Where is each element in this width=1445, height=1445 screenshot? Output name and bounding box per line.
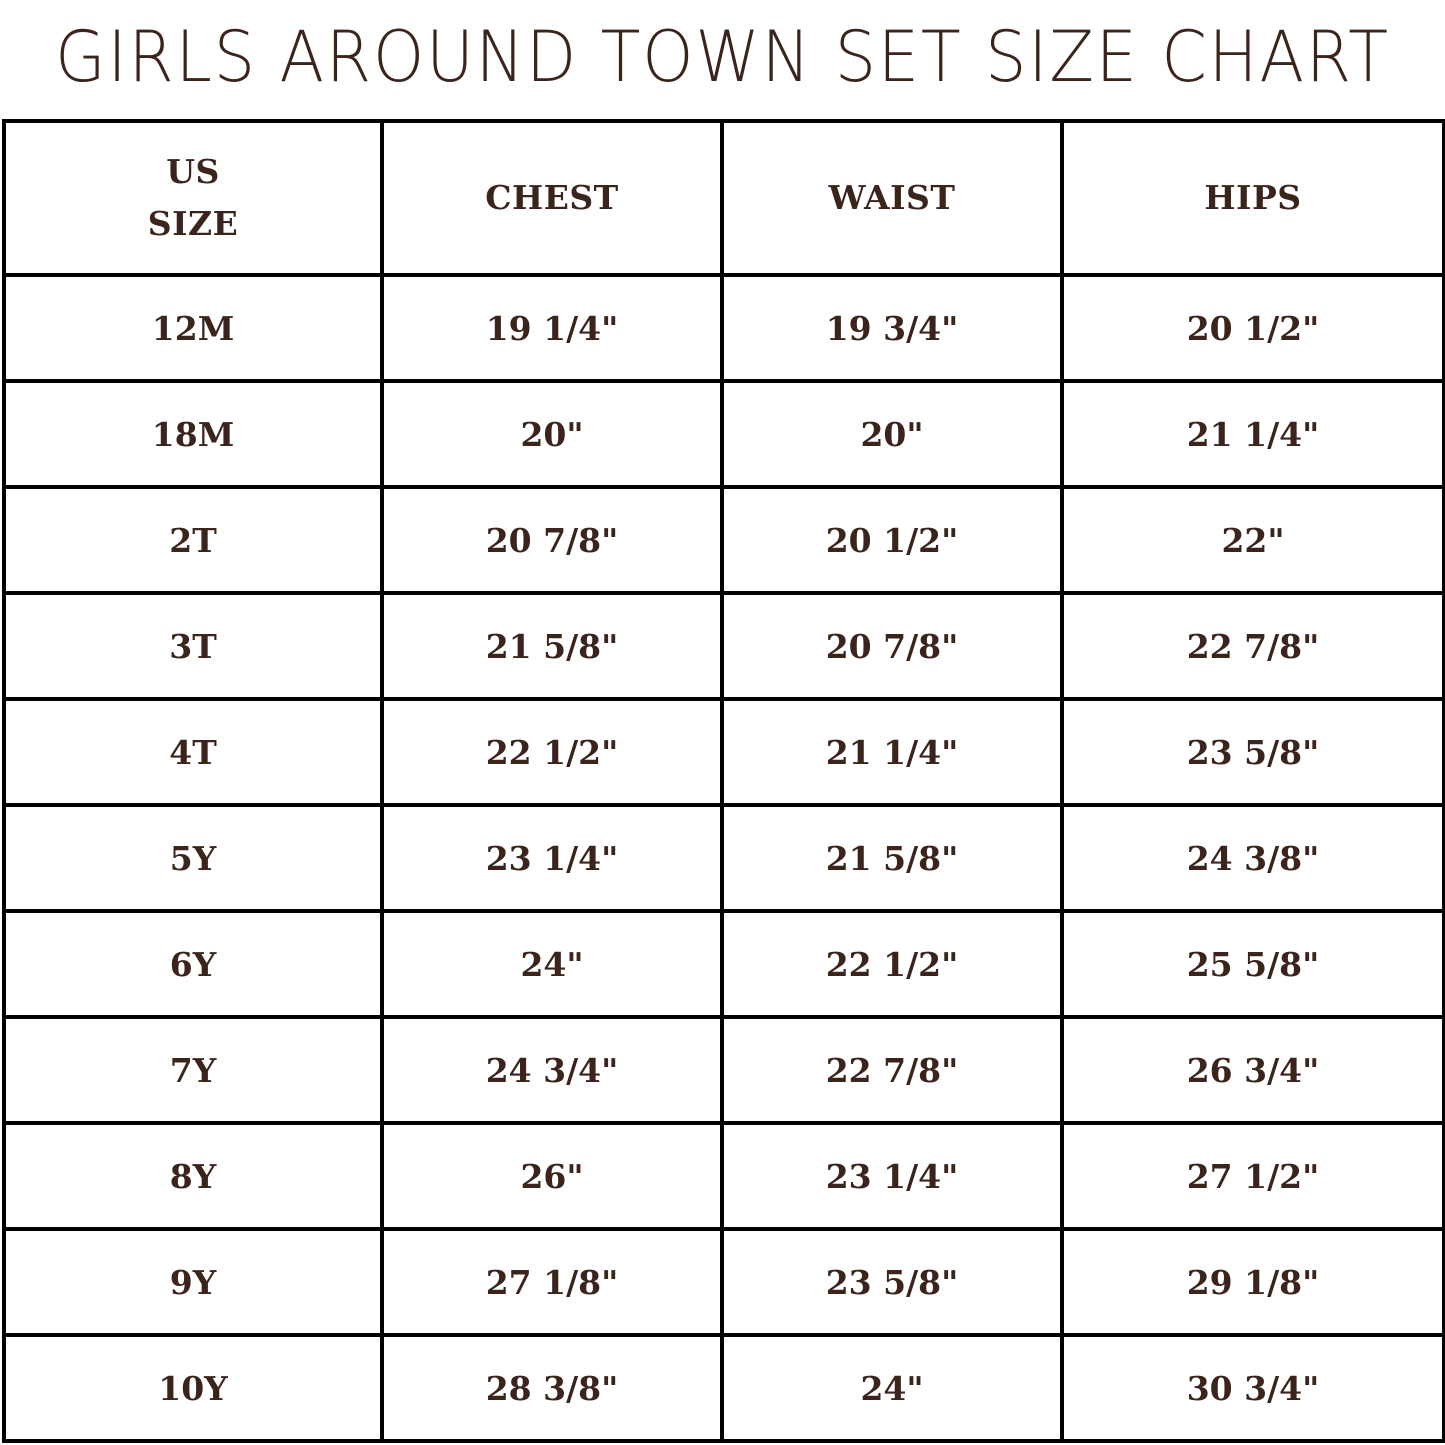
hips-cell: 29 1/8" — [1062, 1229, 1444, 1335]
size-cell: 2T — [4, 487, 382, 593]
waist-cell: 23 1/4" — [722, 1123, 1062, 1229]
waist-cell: 21 1/4" — [722, 699, 1062, 805]
table-row — [4, 593, 1444, 699]
waist-cell: 21 5/8" — [722, 805, 1062, 911]
header-waist: WAIST — [722, 121, 1062, 275]
chest-cell: 26" — [382, 1123, 722, 1229]
hips-cell: 25 5/8" — [1062, 911, 1444, 1017]
waist-cell: 20 7/8" — [722, 593, 1062, 699]
hips-cell: 21 1/4" — [1062, 381, 1444, 487]
chest-cell: 22 1/2" — [382, 699, 722, 805]
page-title: GIRLS AROUND TOWN SET SIZE CHART — [55, 16, 1390, 98]
size-cell: 10Y — [4, 1335, 382, 1441]
chest-cell: 20 7/8" — [382, 487, 722, 593]
header-us-size-line1: US — [166, 152, 220, 191]
chest-cell: 24" — [382, 911, 722, 1017]
size-cell: 3T — [4, 593, 382, 699]
size-cell: 6Y — [4, 911, 382, 1017]
size-cell: 12M — [4, 275, 382, 381]
size-cell: 5Y — [4, 805, 382, 911]
table-row — [4, 1123, 1444, 1229]
hips-cell: 20 1/2" — [1062, 275, 1444, 381]
table-row — [4, 275, 1444, 381]
waist-cell: 22 7/8" — [722, 1017, 1062, 1123]
size-chart-table — [2, 119, 1445, 1443]
table-header-row — [4, 121, 1444, 275]
size-cell: 4T — [4, 699, 382, 805]
waist-cell: 24" — [722, 1335, 1062, 1441]
chest-cell: 24 3/4" — [382, 1017, 722, 1123]
hips-cell: 26 3/4" — [1062, 1017, 1444, 1123]
size-cell: 8Y — [4, 1123, 382, 1229]
table-row — [4, 381, 1444, 487]
chest-cell: 27 1/8" — [382, 1229, 722, 1335]
chest-cell: 19 1/4" — [382, 275, 722, 381]
chest-cell: 21 5/8" — [382, 593, 722, 699]
table-row — [4, 1335, 1444, 1441]
table-body — [4, 275, 1444, 1441]
table-row — [4, 805, 1444, 911]
chest-cell: 20" — [382, 381, 722, 487]
hips-cell: 22" — [1062, 487, 1444, 593]
header-us-size — [4, 121, 382, 275]
hips-cell: 24 3/8" — [1062, 805, 1444, 911]
hips-cell: 30 3/4" — [1062, 1335, 1444, 1441]
table-row — [4, 487, 1444, 593]
chest-cell: 23 1/4" — [382, 805, 722, 911]
table-row — [4, 1229, 1444, 1335]
chest-cell: 28 3/8" — [382, 1335, 722, 1441]
header-us-size-line2: SIZE — [147, 204, 239, 243]
waist-cell: 22 1/2" — [722, 911, 1062, 1017]
waist-cell: 20" — [722, 381, 1062, 487]
hips-cell: 23 5/8" — [1062, 699, 1444, 805]
hips-cell: 22 7/8" — [1062, 593, 1444, 699]
size-cell: 7Y — [4, 1017, 382, 1123]
table-row — [4, 1017, 1444, 1123]
hips-cell: 27 1/2" — [1062, 1123, 1444, 1229]
table-row — [4, 911, 1444, 1017]
header-hips: HIPS — [1062, 121, 1444, 275]
size-cell: 9Y — [4, 1229, 382, 1335]
table-row — [4, 699, 1444, 805]
waist-cell: 20 1/2" — [722, 487, 1062, 593]
waist-cell: 23 5/8" — [722, 1229, 1062, 1335]
waist-cell: 19 3/4" — [722, 275, 1062, 381]
size-cell: 18M — [4, 381, 382, 487]
header-chest: CHEST — [382, 121, 722, 275]
